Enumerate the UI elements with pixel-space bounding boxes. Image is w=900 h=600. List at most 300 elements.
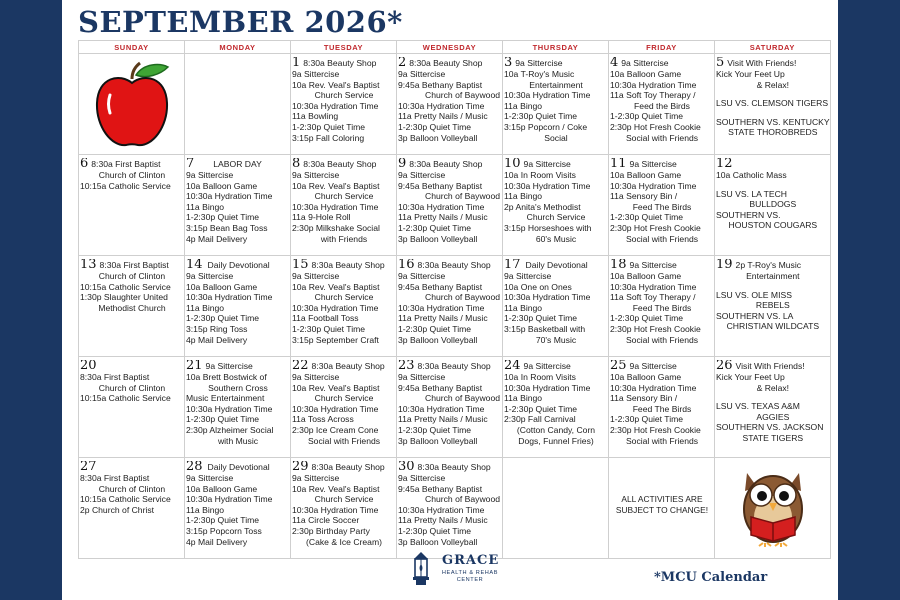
event-item: 1-2:30p Quiet Time [186,515,260,526]
event-item: 10:30a Hydration Time [292,302,379,313]
day-number: 17 [504,259,521,271]
event-item: 11a 9-Hole Roll [292,212,351,223]
calendar-week-row [79,458,831,559]
event-item: 3:15p Horseshoes with [504,222,592,233]
event-item: 3p Balloon Volleyball [398,233,478,244]
event-item: 1-2:30p Quiet Time [186,313,260,324]
event-item: 3:15p Basketball with [504,323,586,334]
event-item: 11a Pretty Nails / Music [398,212,488,223]
event-item: 10:30a Hydration Time [292,504,379,515]
event-item: 10a Rev. Veal's Baptist [292,382,380,393]
empty-day-cell [609,458,715,559]
event-item: 9a Sittercise [523,361,571,371]
day-cell-5 [715,54,831,155]
day-number: 15 [292,259,309,271]
day-cell-2 [397,54,503,155]
event-item: 11a Soft Toy Therapy / [610,292,696,303]
event-item: 10:30a Hydration Time [186,403,273,414]
event-item: 8:30a First Baptist [91,159,161,169]
event-item: 2p T-Roy's Music [735,260,802,270]
event-item: Social with Friends [625,435,699,446]
event-item: 1-2:30p Quiet Time [398,424,472,435]
calendar-sheet [62,0,838,600]
event-item: 9a Sittercise [398,473,446,483]
event-item: 3p Balloon Volleyball [398,435,478,446]
day-cell-1 [291,54,397,155]
day-number: 8 [292,158,301,170]
event-item: Southern Cross [208,382,268,393]
event-item: 9:45a Bethany Baptist [398,483,483,494]
event-item: 1-2:30p Quiet Time [504,313,578,324]
event-item: 2:30p Hot Fresh Cookie [610,323,701,334]
day-cell-23 [397,357,503,458]
event-item: & Relax! [756,79,790,90]
event-item: 9a Sittercise [629,159,677,169]
day-number: 23 [398,360,415,372]
event-item: 9a Sittercise [629,260,677,270]
event-item: 10a In Room Visits [504,372,576,382]
event-item: 9a Sittercise [629,361,677,371]
day-cell-12 [715,155,831,256]
event-item: 11a Pretty Nails / Music [398,111,488,122]
event-item: 10:30a Hydration Time [398,403,485,414]
event-item: Entertainment [746,271,800,281]
event-item: 1-2:30p Quiet Time [610,111,684,122]
event-item: 10:15a Catholic Service [80,180,171,191]
event-item: Visit With Friends! [735,361,805,371]
day-cell-13 [79,256,185,357]
event-item: 10:30a Hydration Time [186,191,273,202]
calendar-week-row [79,54,831,155]
event-item: 10:30a Hydration Time [610,79,697,90]
weekday-wednesday: WEDNESDAY [397,41,503,54]
day-number: 22 [292,360,309,372]
event-item: LSU VS. LA TECH [716,188,788,199]
calendar-week-row [79,256,831,357]
event-item: LSU VS. OLE MISS [716,289,792,300]
event-item: 9a Sittercise [621,58,669,68]
day-cell-10 [503,155,609,256]
event-item: HOUSTON COUGARS [728,220,818,231]
day-number: 25 [610,360,627,372]
day-number: 10 [504,158,521,170]
event-item: 70's Music [535,334,577,345]
event-item: (Cotton Candy, Corn [516,424,596,435]
day-headline: Daily Devotional [207,260,270,270]
event-item: 10:30a Hydration Time [504,180,591,191]
spacer [716,181,830,189]
event-item: 10:30a Hydration Time [398,100,485,111]
event-item: 9:45a Bethany Baptist [398,281,483,292]
weekday-thursday: THURSDAY [503,41,609,54]
event-item: Dogs, Funnel Fries) [518,435,594,446]
day-number: 16 [398,259,415,271]
event-item: 1-2:30p Quiet Time [398,525,472,536]
day-number: 14 [186,259,203,271]
event-item: 4p Mail Delivery [186,536,248,547]
event-item: 10:30a Hydration Time [398,201,485,212]
event-item: 11a Bingo [504,100,543,111]
event-item: 10a Rev. Veal's Baptist [292,180,380,191]
event-item: 10a Rev. Veal's Baptist [292,281,380,292]
event-item: & Relax! [756,382,790,393]
day-cell-30 [397,458,503,559]
event-item: 3p Balloon Volleyball [398,536,478,547]
event-item: 10a Balloon Game [186,180,258,191]
event-item: REBELS [755,300,790,311]
event-item: Entertainment [529,79,583,90]
event-item: 1-2:30p Quiet Time [398,222,472,233]
event-item: 8:30a First Baptist [80,473,150,483]
event-item: 2:30p Ice Cream Cone [292,424,379,435]
event-item: Church of Clinton [98,271,166,281]
day-cell-6 [79,155,185,256]
event-item: 10a Balloon Game [610,271,682,281]
event-item: 8:30a Beauty Shop [417,260,491,270]
event-item: Church Service [314,494,374,505]
event-item: 9a Sittercise [292,69,340,79]
event-item: 10:30a Hydration Time [610,281,697,292]
event-item: Church Service [526,212,586,223]
day-cell-22 [291,357,397,458]
event-item: 2p Church of Christ [80,504,155,515]
event-item: 1-2:30p Quiet Time [504,111,578,122]
event-item: Church of Baywood [425,191,500,202]
empty-day-cell [185,54,291,155]
event-item: 1-2:30p Quiet Time [186,212,260,223]
event-item: 11a Sensory Bin / [610,393,678,404]
event-item: Social [544,132,568,143]
event-item: 10:30a Hydration Time [292,403,379,414]
day-number: 3 [504,57,513,69]
event-item: 1-2:30p Quiet Time [186,414,260,425]
event-item: 4p Mail Delivery [186,334,248,345]
event-item: Church Service [314,393,374,404]
day-number: 18 [610,259,627,271]
empty-day-cell [503,458,609,559]
day-number: 12 [716,158,733,170]
event-item: 9:45a Bethany Baptist [398,382,483,393]
event-item: 1:30p Slaughter United [80,292,168,303]
event-item: 10:30a Hydration Time [610,180,697,191]
event-item: 10:30a Hydration Time [610,382,697,393]
spacer [716,90,830,98]
weekday-saturday: SATURDAY [715,41,831,54]
event-item: 10:30a Hydration Time [398,302,485,313]
event-item: 3:15p Ring Toss [186,323,248,334]
event-item: 9a Sittercise [398,271,446,281]
event-item: 10a In Room Visits [504,170,576,180]
event-item: 10a Balloon Game [610,69,682,79]
event-item: Feed The Birds [632,302,692,313]
lantern-icon [410,551,432,587]
event-item: 10:30a Hydration Time [292,100,379,111]
event-item: 2:30p Hot Fresh Cookie [610,222,701,233]
event-item: 2:30p Birthday Party [292,525,370,536]
event-item: 2:30p Milkshake Social [292,222,380,233]
day-cell-16 [397,256,503,357]
event-item: 9a Sittercise [398,170,446,180]
day-cell-20 [79,357,185,458]
event-item: 8:30a Beauty Shop [303,159,377,169]
day-cell-29 [291,458,397,559]
event-item: 11a Sensory Bin / [610,191,678,202]
day-number: 21 [186,360,203,372]
event-item: 1-2:30p Quiet Time [610,212,684,223]
event-item: 9a Sittercise [292,170,340,180]
event-item: 10a Balloon Game [610,372,682,382]
event-item: Church Service [314,90,374,101]
event-item: 8:30a Beauty Shop [303,58,377,68]
event-item: 8:30a Beauty Shop [417,361,491,371]
event-item: 3:15p Popcorn Toss [186,525,262,536]
day-cell-15 [291,256,397,357]
event-item: 10a Rev. Veal's Baptist [292,483,380,494]
event-item: 9:45a Bethany Baptist [398,79,483,90]
event-item: 10a Balloon Game [186,281,258,292]
event-item: 8:30a Beauty Shop [409,58,483,68]
day-cell-7 [185,155,291,256]
event-item: 1-2:30p Quiet Time [292,121,366,132]
event-item: SOUTHERN VS. LA [716,310,794,321]
event-item: 60's Music [535,233,577,244]
event-item: Visit With Friends! [727,58,797,68]
spacer [716,109,830,117]
day-cell-28 [185,458,291,559]
day-cell-18 [609,256,715,357]
day-number: 30 [398,461,415,473]
event-item: 9a Sittercise [292,473,340,483]
event-item: 2p Anita's Methodist [504,201,581,212]
logo-name: GRACE [442,553,500,568]
event-item: 8:30a First Baptist [80,372,150,382]
event-item: 9a Sittercise [292,271,340,281]
day-cell-17 [503,256,609,357]
event-item: 11a Bingo [186,504,225,515]
day-headline: LABOR DAY [213,159,262,169]
event-item: 10a T-Roy's Music [504,69,575,79]
apple-icon [92,61,172,149]
event-item: Social with Friends [625,132,699,143]
event-item: SOUTHERN VS. KENTUCKY [716,116,830,127]
event-item: 11a Pretty Nails / Music [398,313,488,324]
calendar-week-row [79,155,831,256]
event-item: STATE THOROBREDS [728,127,818,138]
mcu-calendar-note: *MCU Calendar [654,570,768,585]
event-item: 9a Sittercise [205,361,253,371]
event-item: Church of Baywood [425,90,500,101]
day-number: 9 [398,158,407,170]
event-item: Church Service [314,191,374,202]
event-item: 9a Sittercise [186,170,234,180]
event-item: 1-2:30p Quiet Time [610,313,684,324]
day-number: 19 [716,259,733,271]
event-item: 10:30a Hydration Time [186,494,273,505]
event-item: 10:15a Catholic Service [80,494,171,505]
event-item: 2:30p Fall Carnival [504,414,576,425]
event-item: SOUTHERN VS. [716,209,781,220]
event-item: with Friends [320,233,368,244]
event-item: 9:45a Bethany Baptist [398,180,483,191]
event-item: BULLDOGS [749,199,797,210]
event-item: 11a Soft Toy Therapy / [610,90,696,101]
event-item: 1-2:30p Quiet Time [504,403,578,414]
event-item: Church of Baywood [425,494,500,505]
event-item: Kick Your Feet Up [716,69,785,79]
event-item: LSU VS. CLEMSON TIGERS [716,98,829,109]
event-item: 8:30a Beauty Shop [311,361,385,371]
event-item: 10a Rev. Veal's Baptist [292,79,380,90]
event-item: 9a Sittercise [515,58,563,68]
event-item: 3:15p September Craft [292,334,379,345]
event-item: Kick Your Feet Up [716,372,785,382]
logo-subtitle: HEALTH & REHAB CENTER [441,570,499,583]
event-item: 2:30p Hot Fresh Cookie [610,121,701,132]
weekday-header-row [79,41,831,54]
event-item: 11a Bingo [186,201,225,212]
event-item: AGGIES [756,411,790,422]
event-item: 10a Balloon Game [186,483,258,494]
event-item: 10a Brett Bostwick of [186,372,267,382]
event-item: 10:30a Hydration Time [504,382,591,393]
day-cell-4 [609,54,715,155]
event-item: 4p Mail Delivery [186,233,248,244]
event-item: 10:15a Catholic Service [80,281,171,292]
owl-icon [737,465,809,547]
day-cell-24 [503,357,609,458]
event-item: 9a Sittercise [398,69,446,79]
day-number: 2 [398,57,407,69]
day-cell-9 [397,155,503,256]
spacer [716,393,830,401]
event-item: 9a Sittercise [504,271,552,281]
spacer [716,282,830,290]
event-item: 10a Balloon Game [610,170,682,180]
event-item: 8:30a First Baptist [99,260,169,270]
event-item: LSU VS. TEXAS A&M [716,401,800,412]
day-number: 11 [610,158,627,170]
event-item: 10:30a Hydration Time [504,90,591,101]
event-item: 1-2:30p Quiet Time [398,323,472,334]
event-item: Feed The Birds [632,201,692,212]
event-item: Church of Clinton [98,382,166,393]
empty-day-cell [715,458,831,559]
grace-logo [410,551,550,591]
event-item: 11a Pretty Nails / Music [398,414,488,425]
event-item: Feed the Birds [634,100,690,111]
day-number: 5 [716,57,725,69]
event-item: 11a Football Toss [292,313,359,324]
day-cell-21 [185,357,291,458]
event-item: 10:30a Hydration Time [186,292,273,303]
day-cell-27 [79,458,185,559]
event-item: 1-2:30p Quiet Time [292,323,366,334]
day-cell-19 [715,256,831,357]
event-item: Social with Friends [625,334,699,345]
weekday-friday: FRIDAY [609,41,715,54]
empty-day-cell [79,54,185,155]
event-item: Church of Baywood [425,292,500,303]
event-item: 11a Bingo [504,393,543,404]
event-item: 10:30a Hydration Time [292,201,379,212]
event-item: 8:30a Beauty Shop [311,462,385,472]
day-cell-11 [609,155,715,256]
calendar-week-row [79,357,831,458]
activities-notice: ALL ACTIVITIES ARE SUBJECT TO CHANGE! [615,494,709,515]
event-item: 11a Toss Across [292,414,354,425]
day-number: 24 [504,360,521,372]
day-number: 29 [292,461,309,473]
event-item: 11a Bingo [186,302,225,313]
event-item: 8:30a Beauty Shop [417,462,491,472]
event-item: Music Entertainment [186,393,265,404]
event-item: 8:30a Beauty Shop [409,159,483,169]
event-item: 2:30p Hot Fresh Cookie [610,424,701,435]
event-item: 3:15p Fall Coloring [292,132,365,143]
event-item: 3:15p Popcorn / Coke [504,121,588,132]
day-number: 13 [80,259,97,271]
day-cell-25 [609,357,715,458]
event-item: Church of Baywood [425,393,500,404]
event-item: (Cake & Ice Cream) [306,536,382,547]
event-item: 10:15a Catholic Service [80,393,171,404]
event-item: 9a Sittercise [186,473,234,483]
event-item: 1-2:30p Quiet Time [398,121,472,132]
event-item: 11a Bingo [504,191,543,202]
event-item: Social with Friends [307,435,381,446]
day-cell-3 [503,54,609,155]
event-item: Methodist Church [98,302,166,313]
event-item: 9a Sittercise [398,372,446,382]
event-item: 9a Sittercise [292,372,340,382]
event-item: 3:15p Bean Bag Toss [186,222,268,233]
event-item: 11a Circle Soccer [292,515,360,526]
event-item: 8:30a Beauty Shop [311,260,385,270]
day-cell-8 [291,155,397,256]
calendar-grid [78,40,831,559]
event-item: Social with Friends [625,233,699,244]
event-item: 3p Balloon Volleyball [398,132,478,143]
event-item: 10:30a Hydration Time [504,292,591,303]
event-item: Feed The Birds [632,403,692,414]
weekday-sunday: SUNDAY [79,41,185,54]
event-item: Church of Clinton [98,170,166,180]
day-number: 28 [186,461,203,473]
weekday-monday: MONDAY [185,41,291,54]
day-number: 4 [610,57,619,69]
event-item: 10a Catholic Mass [716,170,787,180]
event-item: 11a Bowling [292,111,339,122]
event-item: Church Service [314,292,374,303]
day-cell-26 [715,357,831,458]
calendar-title: SEPTEMBER 2026* [78,5,403,39]
event-item: Church of Clinton [98,483,166,494]
day-headline: Daily Devotional [207,462,270,472]
event-item: 10:30a Hydration Time [398,504,485,515]
day-number: 27 [80,461,97,473]
event-item: 2:30p Alzheimer Social [186,424,274,435]
day-number: 1 [292,57,301,69]
event-item: SOUTHERN VS. JACKSON [716,422,824,433]
day-number: 6 [80,158,89,170]
event-item: CHRISTIAN WILDCATS [726,321,820,332]
event-item: 3p Balloon Volleyball [398,334,478,345]
day-number: 7 [186,158,195,170]
event-item: STATE TIGERS [742,432,804,443]
day-number: 20 [80,360,97,372]
day-number: 26 [716,360,733,372]
event-item: 9a Sittercise [523,159,571,169]
